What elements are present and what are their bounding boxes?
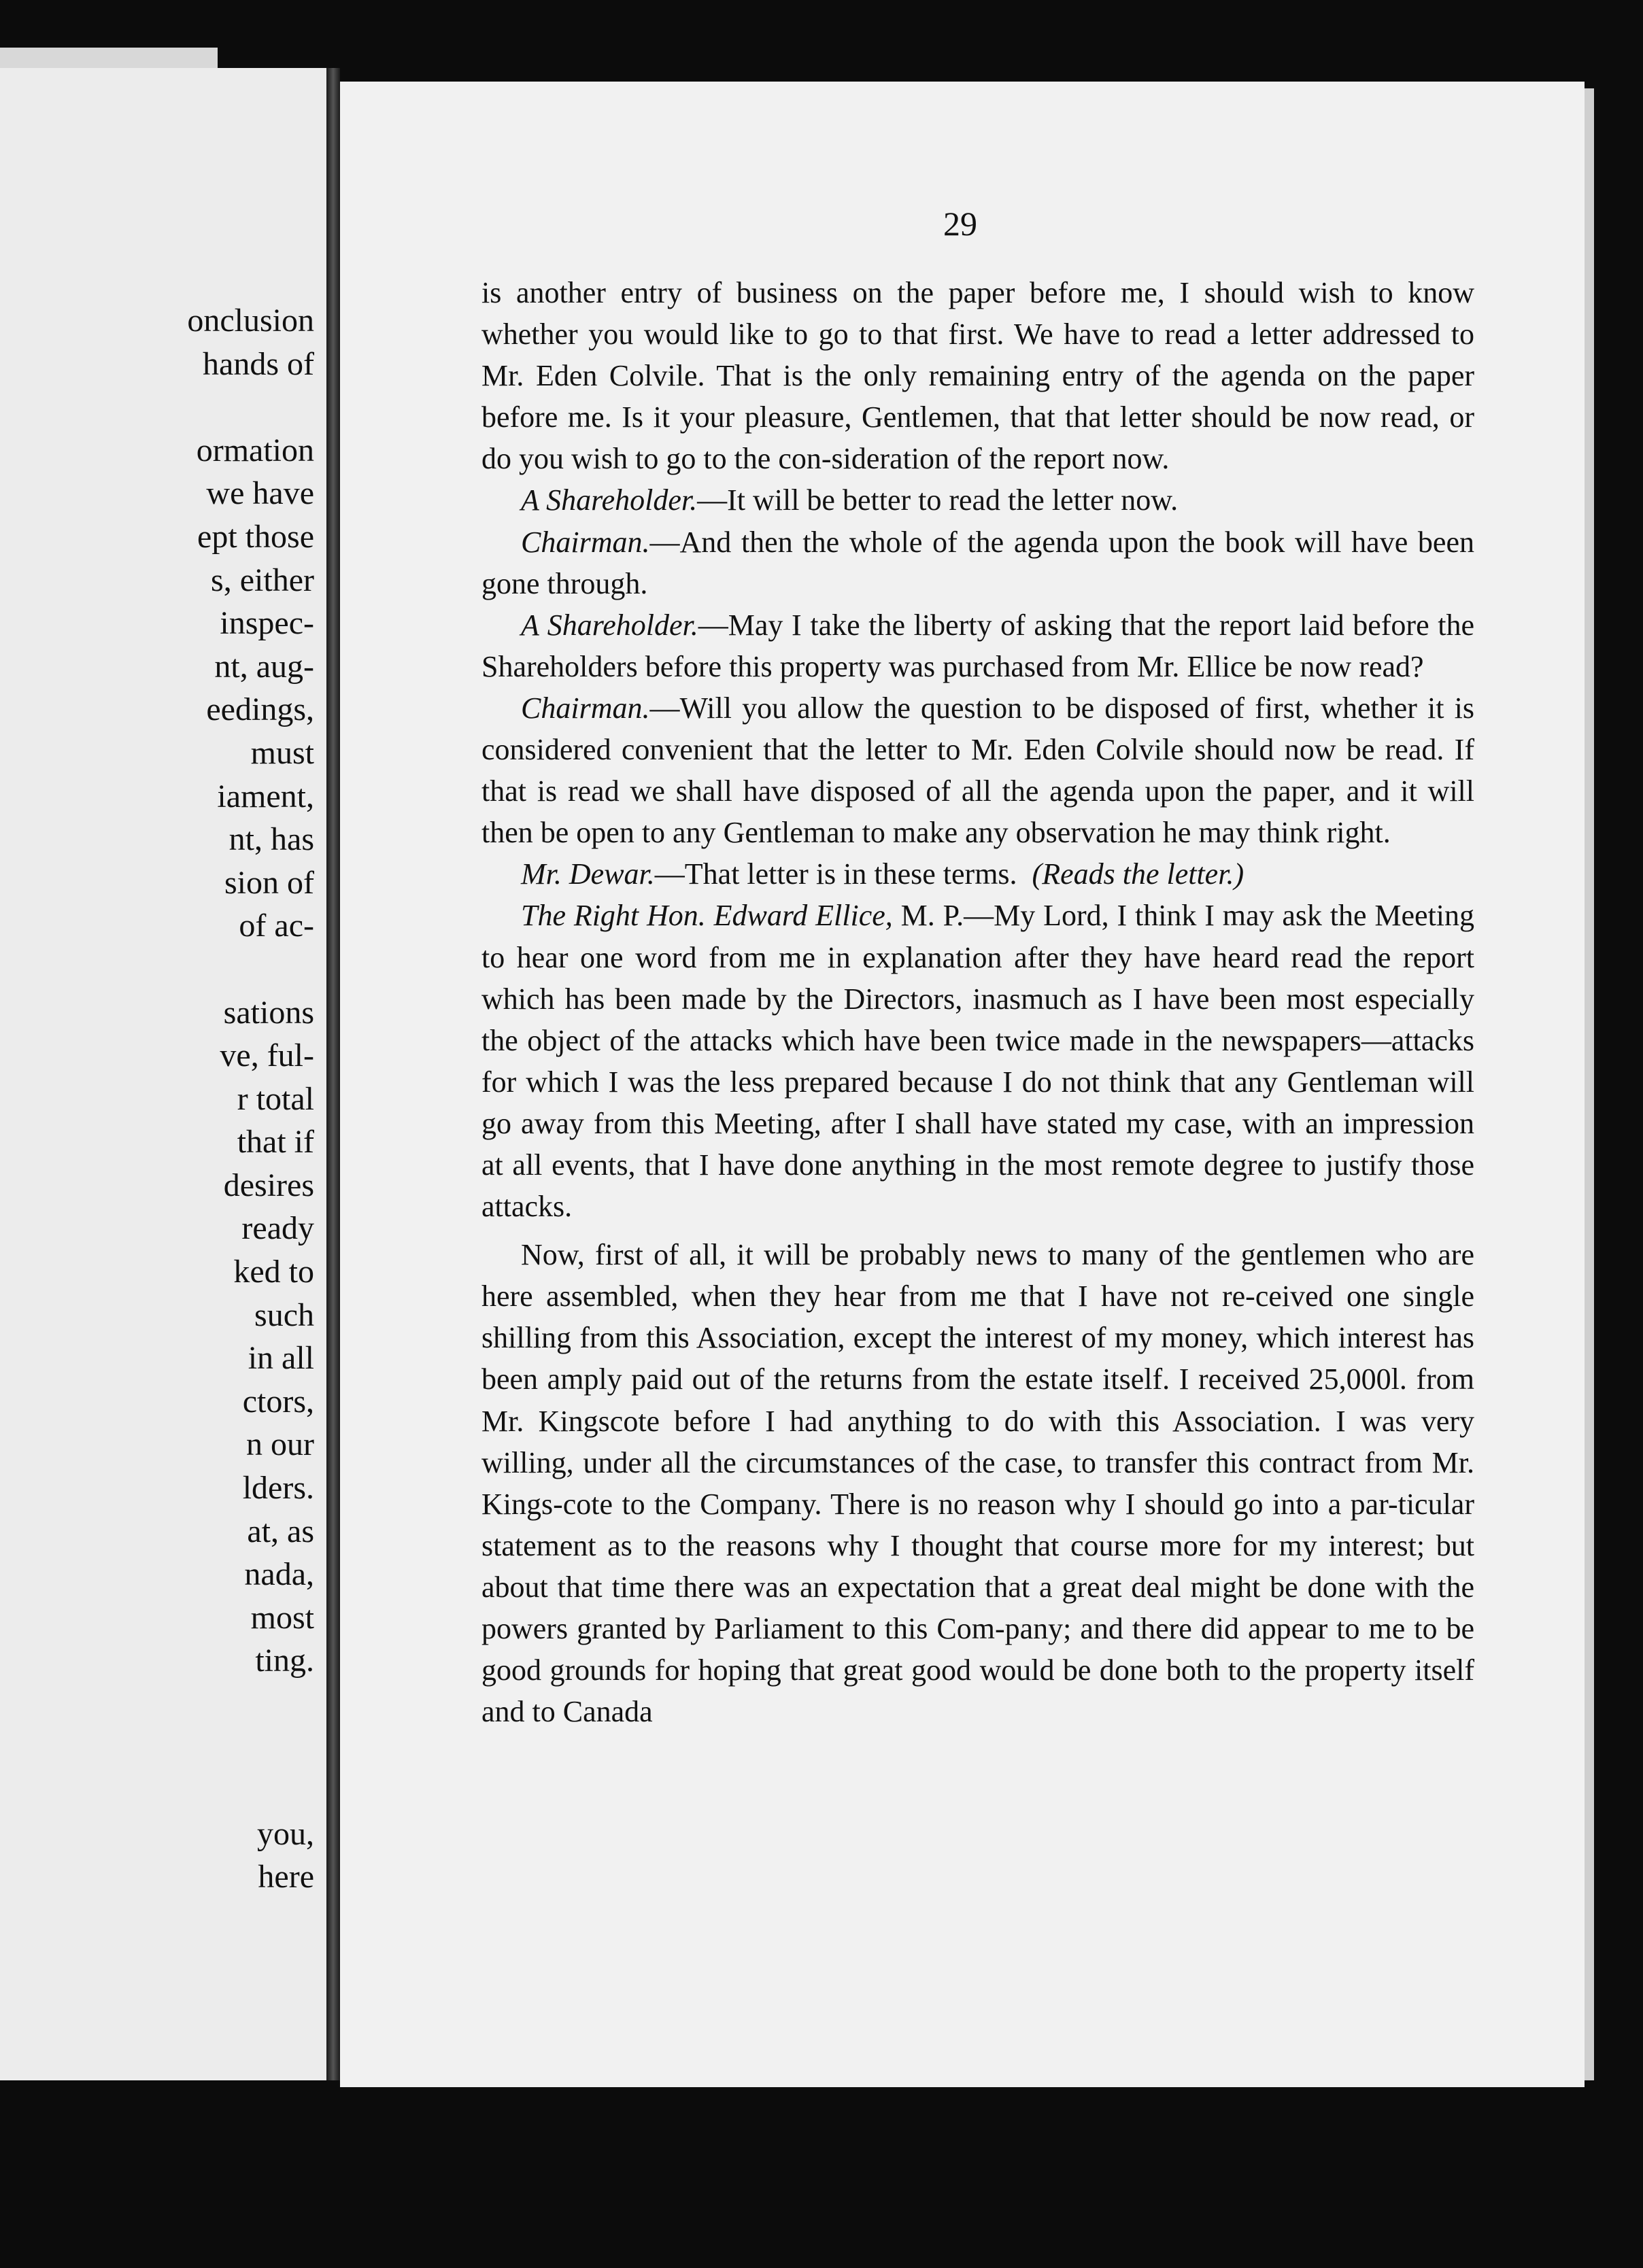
left-line: ormation	[196, 432, 314, 468]
left-line: desires	[223, 1167, 314, 1203]
left-line: we have	[206, 475, 314, 512]
left-line: that if	[237, 1124, 314, 1161]
left-line: lders.	[242, 1470, 314, 1507]
left-line	[137, 948, 314, 991]
left-line: most	[250, 1599, 314, 1636]
paragraph	[481, 1234, 1474, 1732]
paragraph-text: Now, first of all, it will be probably news to many of the gentlemen who are here assembled, when they hear from me that I have not re-ceived one single shilling from this Association, except the interest of my money, which interest has been amply paid out of the returns from the estate itself. I received 25,000l. from Mr. Kingscote before I had anything to do with this Association. I was very willing, under all the circumstances of the case, to transfer this contract from Mr. Kings-cote to the Company. There is no reason why I should go into a par-ticular statement as to the reasons why I thought that course more for my interest; but about that time there was an expectation that a great deal might be done with the powers granted by Parliament to this Com-pany; and there did appear to me to be good grounds for hoping that great good would be done both to the property itself and to Canada	[481, 1238, 1474, 1729]
paragraph-text: —Will you allow the question to be disposed of first, whether it is considered convenient that the letter to Mr. Eden Colvile should now be read. If that is read we shall have disposed of all the agenda upon the paper, and it will then be open to any Gentleman to make any observation he may think right.	[481, 691, 1474, 850]
left-line: hands of	[203, 345, 314, 382]
left-page	[0, 68, 326, 2080]
left-line: onclusion	[187, 303, 314, 339]
speaker-title: M. P.	[900, 899, 964, 933]
left-line: nada,	[244, 1556, 314, 1593]
left-line: r total	[237, 1080, 314, 1117]
left-line: nt, aug-	[214, 648, 314, 685]
left-line: such	[254, 1296, 314, 1333]
left-line: ked to	[233, 1254, 314, 1290]
paragraph-text: —May I take the liberty of asking that the report laid before the Shareholders before this property was purchased from Mr. Ellice be now read?	[481, 608, 1474, 683]
left-line: of ac-	[239, 908, 314, 944]
left-line: ctors,	[242, 1383, 314, 1420]
left-line: in all	[248, 1340, 314, 1377]
left-line	[137, 1769, 314, 1812]
speaker-label: Mr. Dewar.	[521, 857, 655, 891]
page-body-text	[481, 272, 1474, 1732]
left-line: iament,	[217, 778, 314, 814]
left-line: eedings,	[206, 691, 314, 728]
speaker-label: The Right Hon. Edward Ellice,	[521, 899, 893, 933]
left-line	[137, 385, 314, 429]
left-line: ept those	[197, 518, 314, 555]
left-line: ready	[241, 1210, 314, 1247]
paragraph	[481, 895, 1474, 1227]
left-page-text-fragments	[137, 299, 314, 1899]
left-line: ting.	[255, 1643, 314, 1679]
page-number: 29	[943, 205, 977, 243]
paragraph	[481, 853, 1474, 895]
left-line: at, as	[247, 1513, 314, 1549]
paragraph	[481, 521, 1474, 604]
speaker-label: A Shareholder.	[521, 483, 698, 517]
speaker-label: Chairman.	[521, 525, 650, 559]
left-line: ve, ful-	[220, 1037, 314, 1074]
paragraph-text: is another entry of business on the paper before me, I should wish to know whether you would like to go to that first. We have to read a letter addressed to Mr. Eden Colvile. That is the only remaining entry of the agenda on the paper before me. Is it your pleasure, Gentlemen, that that letter should be now read, or do you wish to go to the con-sideration of the report now.	[481, 276, 1474, 476]
right-page-edge	[1585, 88, 1594, 2080]
left-line: nt, has	[228, 821, 314, 858]
paragraph-text: —And then the whole of the agenda upon the book will have been gone through.	[481, 525, 1474, 600]
paragraph-text: —That letter is in these terms.	[654, 857, 1017, 891]
left-line: sion of	[224, 864, 314, 901]
left-line: n our	[246, 1426, 314, 1463]
left-line: sations	[223, 994, 314, 1031]
paragraph	[481, 687, 1474, 853]
speaker-label: Chairman.	[521, 691, 650, 725]
paragraph-text: —It will be better to read the letter now.	[697, 483, 1179, 517]
left-line: must	[250, 734, 314, 771]
left-line	[137, 1683, 314, 1726]
paragraph	[481, 272, 1474, 479]
left-line: inspec-	[220, 605, 314, 642]
book-gutter	[326, 68, 340, 2080]
left-line	[137, 1726, 314, 1770]
left-line: you,	[257, 1815, 314, 1852]
stage-direction: (Reads the letter.)	[1032, 857, 1244, 891]
paragraph	[481, 604, 1474, 687]
speaker-label: A Shareholder.	[521, 608, 698, 642]
paragraph-text: —My Lord, I think I may ask the Meeting to hear one word from me in explanation after they have heard read the report which has been made by the Directors, inasmuch as I have been most especially the object of the attacks which have been twice made in the newspapers—attacks for which I was the less prepared because I do not think that any Gentleman will go away from this Meeting, after I shall have stated my case, with an impression at all events, that I have done anything in the most remote degree to justify those attacks.	[481, 899, 1475, 1224]
paragraph	[481, 479, 1474, 521]
left-line: s, either	[211, 562, 314, 598]
left-line: here	[258, 1859, 314, 1895]
